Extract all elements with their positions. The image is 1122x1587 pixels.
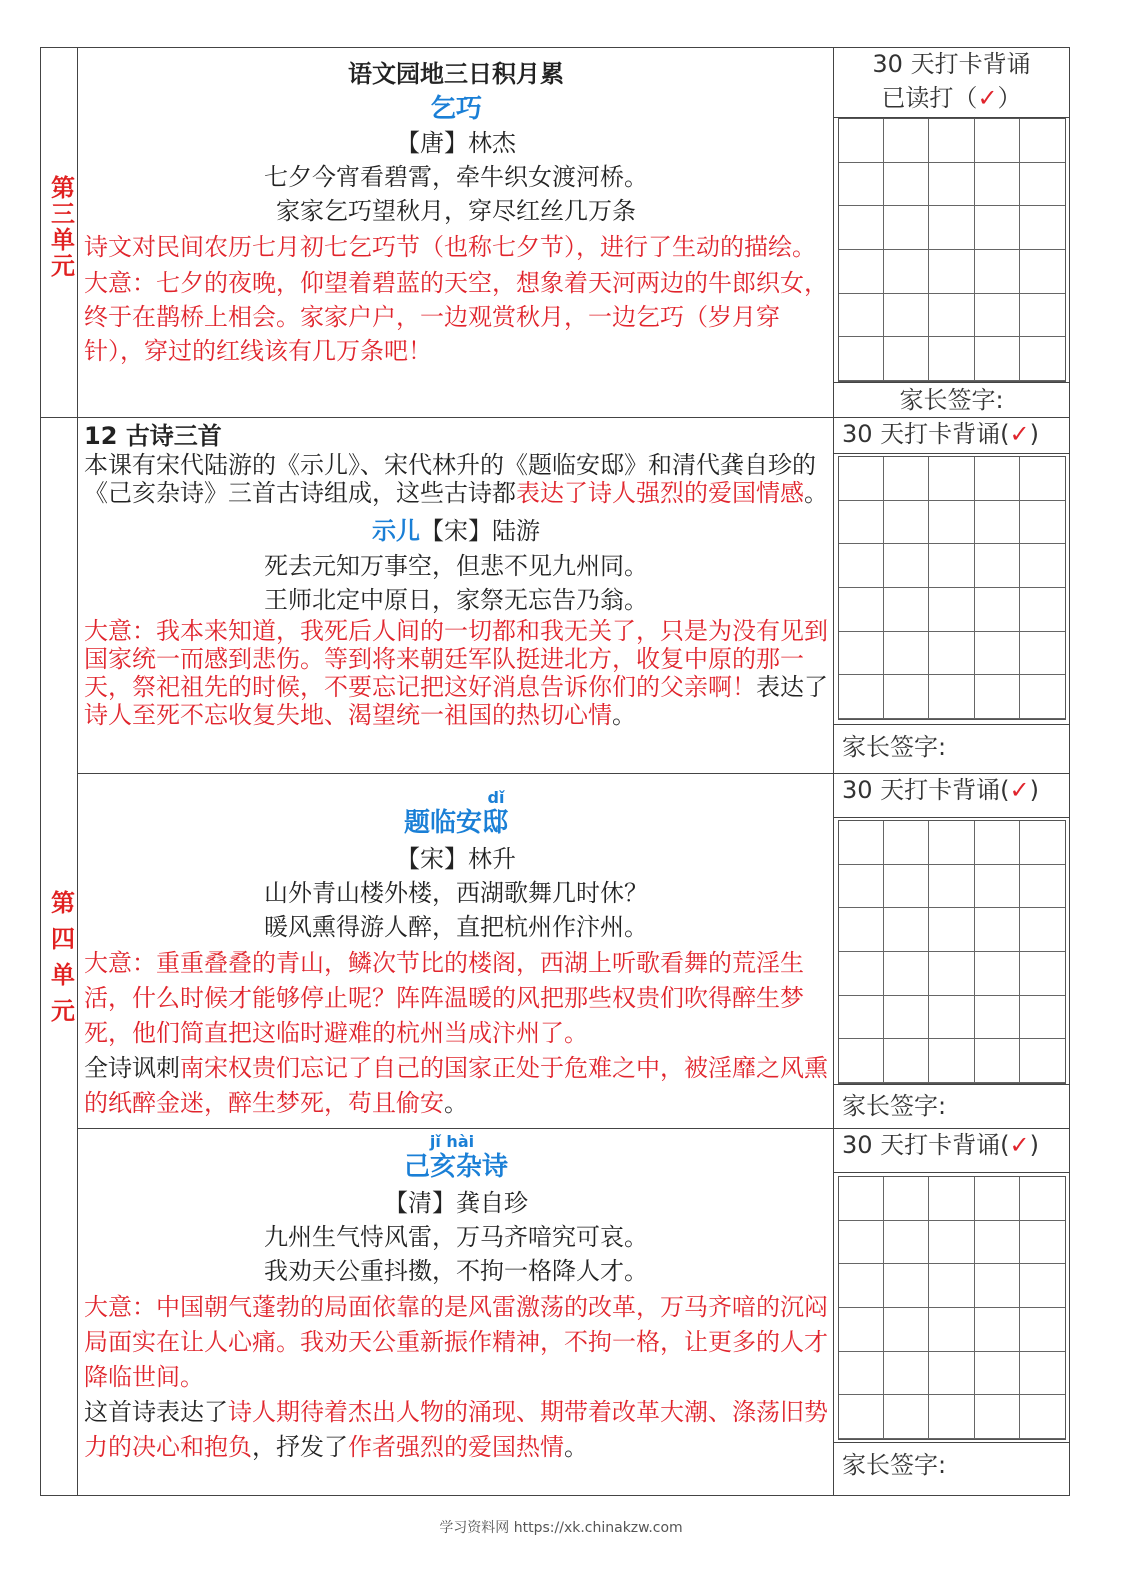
row1-content (84, 56, 828, 368)
pinyin-annotation: jǐ hài (429, 1132, 475, 1151)
poem-title: 示儿 (372, 517, 420, 545)
lesson-intro-highlight: 表达了诗人强烈的爱国情感 (516, 479, 804, 507)
checkin-title: 30 天打卡背诵 (872, 50, 1031, 78)
row4-content (84, 1134, 828, 1465)
poem-summary (84, 1395, 828, 1465)
checkin-title: 30 天打卡背诵( (842, 1131, 1010, 1159)
parent-signature-label: 家长签字: (899, 386, 1004, 414)
sign-divider (834, 1084, 1070, 1085)
poem-meaning (84, 617, 828, 729)
poem-line: 家家乞巧望秋月，穿尽红丝几万条 (276, 197, 636, 225)
lesson-intro-text: 本课有宋代陆游的《示儿》、宋代林升的《题临安邸》和清代龚自珍的《己亥杂诗》三首古诗组成，这些古诗都 (84, 451, 816, 507)
checkin-title: 30 天打卡背诵( (842, 776, 1010, 804)
poem-line: 死去元知万事空，但悲不见九州同。 (264, 552, 648, 580)
section-heading: 语文园地三日积月累 (348, 60, 564, 88)
checkin-header (842, 773, 1070, 807)
summary-highlight: 作者强烈的爱国热情 (348, 1433, 564, 1461)
summary-highlight: 南宋权贵们忘记了自己的国家正处于危难之中，被淫靡之风熏的纸醉金迷，醉生梦死，苟且偷安 (84, 1054, 828, 1117)
punct: 。 (612, 701, 636, 729)
summary-text: 这首诗表达了 (84, 1398, 228, 1426)
checkin-grid[interactable] (838, 1176, 1066, 1440)
summary-highlight: 诗人期待着杰出人物的涌现、期带着改革大潮、涤荡旧势力的决心和抱负 (84, 1398, 828, 1461)
checkin-header (834, 47, 1069, 117)
lesson-heading: 12 古诗三首 (84, 422, 222, 450)
row2-content (84, 421, 828, 729)
poem-author: 【宋】陆游 (420, 517, 540, 545)
pinyin-annotation: dǐ (487, 788, 505, 807)
table-border-right (1069, 47, 1070, 1496)
poem-author: 【宋】林升 (396, 845, 516, 873)
unit-three-label (41, 175, 79, 287)
checkin-suffix: ) (1029, 776, 1040, 804)
unit-four-label (41, 890, 79, 1042)
checkin-suffix: ) (1029, 420, 1040, 448)
table-border-bottom (40, 1495, 1070, 1496)
check-icon: ✓ (977, 84, 998, 112)
meaning-text: 大意：我本来知道，我死后人间的一切都和我无关了，只是为没有见到国家统一而感到悲伤。等到将来朝廷军队挺进北方，收复中原的那一天，祭祀祖先的时候，不要忘记把这好消息告诉你们的父亲啊！ (84, 617, 828, 701)
checkin-header (842, 1128, 1070, 1162)
punct: 。 (444, 1089, 468, 1117)
sign-divider (834, 1442, 1070, 1443)
check-icon: ✓ (1009, 420, 1030, 448)
poem-heading (84, 513, 828, 549)
unit-three-text: 第三单元 (46, 175, 75, 279)
punct: 。 (804, 479, 828, 507)
checkin-grid[interactable] (838, 820, 1066, 1084)
checkin-grid[interactable] (838, 118, 1066, 382)
footer-watermark (0, 1517, 1122, 1537)
checkin-suffix: ) (1029, 1131, 1040, 1159)
unit-four-text: 第四单元 (46, 890, 75, 1034)
sign-divider (834, 724, 1070, 725)
parent-signature-field[interactable] (842, 730, 1068, 764)
check-icon: ✓ (1009, 776, 1030, 804)
punct: 。 (564, 1433, 588, 1461)
poem-title: 乞巧 (429, 94, 482, 124)
poem-line: 我劝天公重抖擞，不拘一格降人才。 (264, 1257, 648, 1285)
checkin-header-divider (834, 1172, 1070, 1173)
read-check-suffix: ） (997, 84, 1022, 112)
poem-meaning: 大意：重重叠叠的青山，鳞次节比的楼阁，西湖上听歌看舞的荒淫生活，什么时候才能够停止呢？阵阵温暖的风把那些权贵们吹得醉生梦死，他们简直把这临时避难的杭州当成汴州了。 (84, 949, 804, 1047)
poem-title: 己亥杂诗 (403, 1152, 508, 1182)
footer-text: 学习资料网 https://xk.chinakzw.com (439, 1520, 683, 1536)
poem-line: 九州生气恃风雷，万马齐喑究可哀。 (264, 1223, 648, 1251)
poem-author: 【清】龚自珍 (384, 1189, 528, 1217)
poem-line: 王师北定中原日，家祭无忘告乃翁。 (264, 586, 648, 614)
parent-signature-label: 家长签字: (842, 1451, 947, 1479)
poem-meaning: 大意：七夕的夜晚，仰望着碧蓝的天空，想象着天河两边的牛郎织女，终于在鹊桥上相会。家家户户，一边观赏秋月，一边乞巧（岁月穿针），穿过的红线该有几万条吧！ (84, 269, 828, 365)
side-column-divider (833, 47, 834, 1496)
checkin-grid[interactable] (838, 456, 1066, 720)
poem-summary (84, 1051, 828, 1121)
meaning-connector: 表达了 (756, 673, 828, 701)
checkin-header-divider (834, 453, 1070, 454)
summary-connector: ，抒发了 (252, 1433, 348, 1461)
poem-title-block (84, 790, 828, 840)
parent-signature-field[interactable] (842, 1448, 1068, 1482)
checkin-header-divider (834, 817, 1070, 818)
poem-line: 暖风熏得游人醉，直把杭州作汴州。 (264, 913, 648, 941)
checkin-header (842, 417, 1070, 451)
summary-text: 全诗讽刺 (84, 1054, 180, 1082)
parent-signature-field[interactable] (842, 1089, 1068, 1123)
poem-intro: 诗文对民间农历七月初七乞巧节（也称七夕节），进行了生动的描绘。 (84, 233, 816, 261)
poem-title: 题临安邸 (403, 808, 508, 838)
check-icon: ✓ (1009, 1131, 1030, 1159)
meaning-highlight: 诗人至死不忘收复失地、渴望统一祖国的热切心情 (84, 701, 612, 729)
poem-line: 山外青山楼外楼，西湖歌舞几时休？ (264, 879, 648, 907)
poem-title-block (84, 1134, 828, 1184)
poem-meaning: 大意：中国朝气蓬勃的局面依靠的是风雷激荡的改革，万马齐喑的沉闷局面实在让人心痛。我劝天公重新振作精神，不拘一格，让更多的人才降临世间。 (84, 1293, 828, 1391)
lesson-intro (84, 451, 828, 507)
poem-line: 七夕今宵看碧霄，牵牛织女渡河桥。 (264, 163, 648, 191)
parent-signature-label: 家长签字: (842, 1092, 947, 1120)
read-check-line (834, 81, 1069, 115)
parent-signature-field[interactable] (834, 383, 1069, 417)
checkin-title: 30 天打卡背诵( (842, 420, 1010, 448)
parent-signature-label: 家长签字: (842, 733, 947, 761)
poem-author: 【唐】林杰 (396, 129, 516, 157)
row3-content (84, 790, 828, 1121)
read-check-text: 已读打（ (881, 84, 978, 112)
